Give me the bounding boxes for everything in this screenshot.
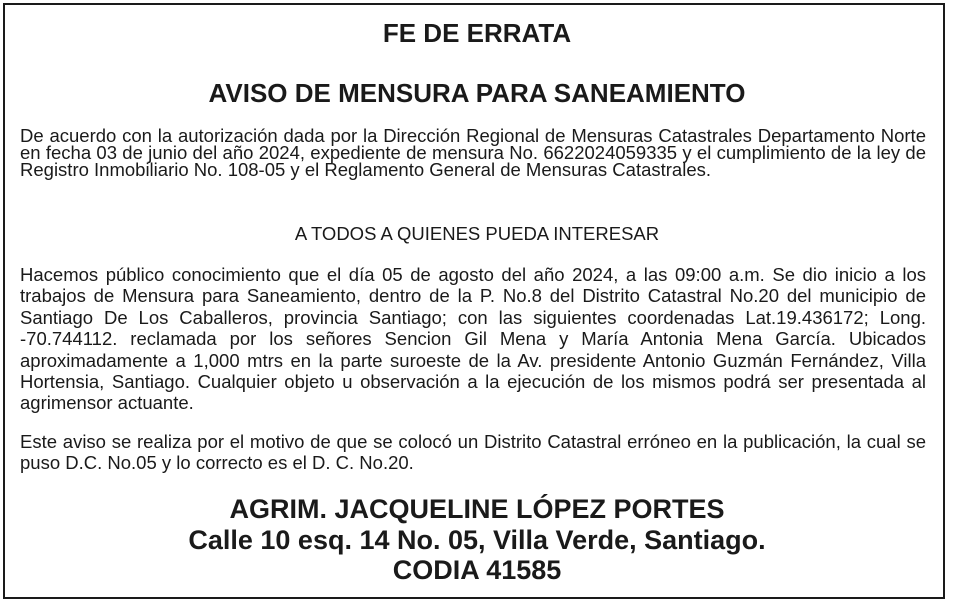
surveyor-address: Calle 10 esq. 14 No. 05, Villa Verde, Santiago.: [188, 525, 766, 555]
surveyor-codia: CODIA 41585: [392, 555, 562, 585]
salutation: A TODOS A QUIENES PUEDA INTERESAR: [294, 223, 660, 244]
notice-subtitle: AVISO DE MENSURA PARA SANEAMIENTO: [208, 78, 746, 108]
surveyor-name: AGRIM. JACQUELINE LÓPEZ PORTES: [229, 494, 725, 524]
correction-paragraph: Este aviso se realiza por el motivo de que se colocó un Distrito Catastral erróneo en la publicación, la cual se puso D.C. No.05 y lo correcto es el D. C. No.20.: [20, 431, 926, 474]
authorization-paragraph: De acuerdo con la autorización dada por la Dirección Regional de Mensuras Catastrales Departamento Norte en fecha 03 de junio del año 2024, expediente de mensura No. 6622024059335 y el cumplimiento de la ley de Registro Inmobiliario No. 108-05 y el Reglamento General de Mensuras Catastrales.: [20, 125, 926, 180]
survey-details-paragraph: Hacemos público conocimiento que el día 05 de agosto del año 2024, a las 09:00 a.m. Se dio inicio a los trabajos de Mensura para Saneamiento, dentro de la P. No.8 del Distrito Catastral No.20 del municipio de Santiago De Los Caballeros, provincia Santiago; con las siguientes coordenadas Lat.19.436172; Long. -70.744112. reclamada por los señores Sencion Gil Mena y María Antonia Mena García. Ubicados aproximadamente a 1,000 mtrs en la parte suroeste de la Av. presidente Antonio Guzmán Fernández, Villa Hortensia, Santiago. Cualquier objeto u observación a la ejecución de los mismos podrá ser presentada al agrimensor actuante.: [20, 264, 926, 414]
notice-title: FE DE ERRATA: [382, 18, 572, 48]
